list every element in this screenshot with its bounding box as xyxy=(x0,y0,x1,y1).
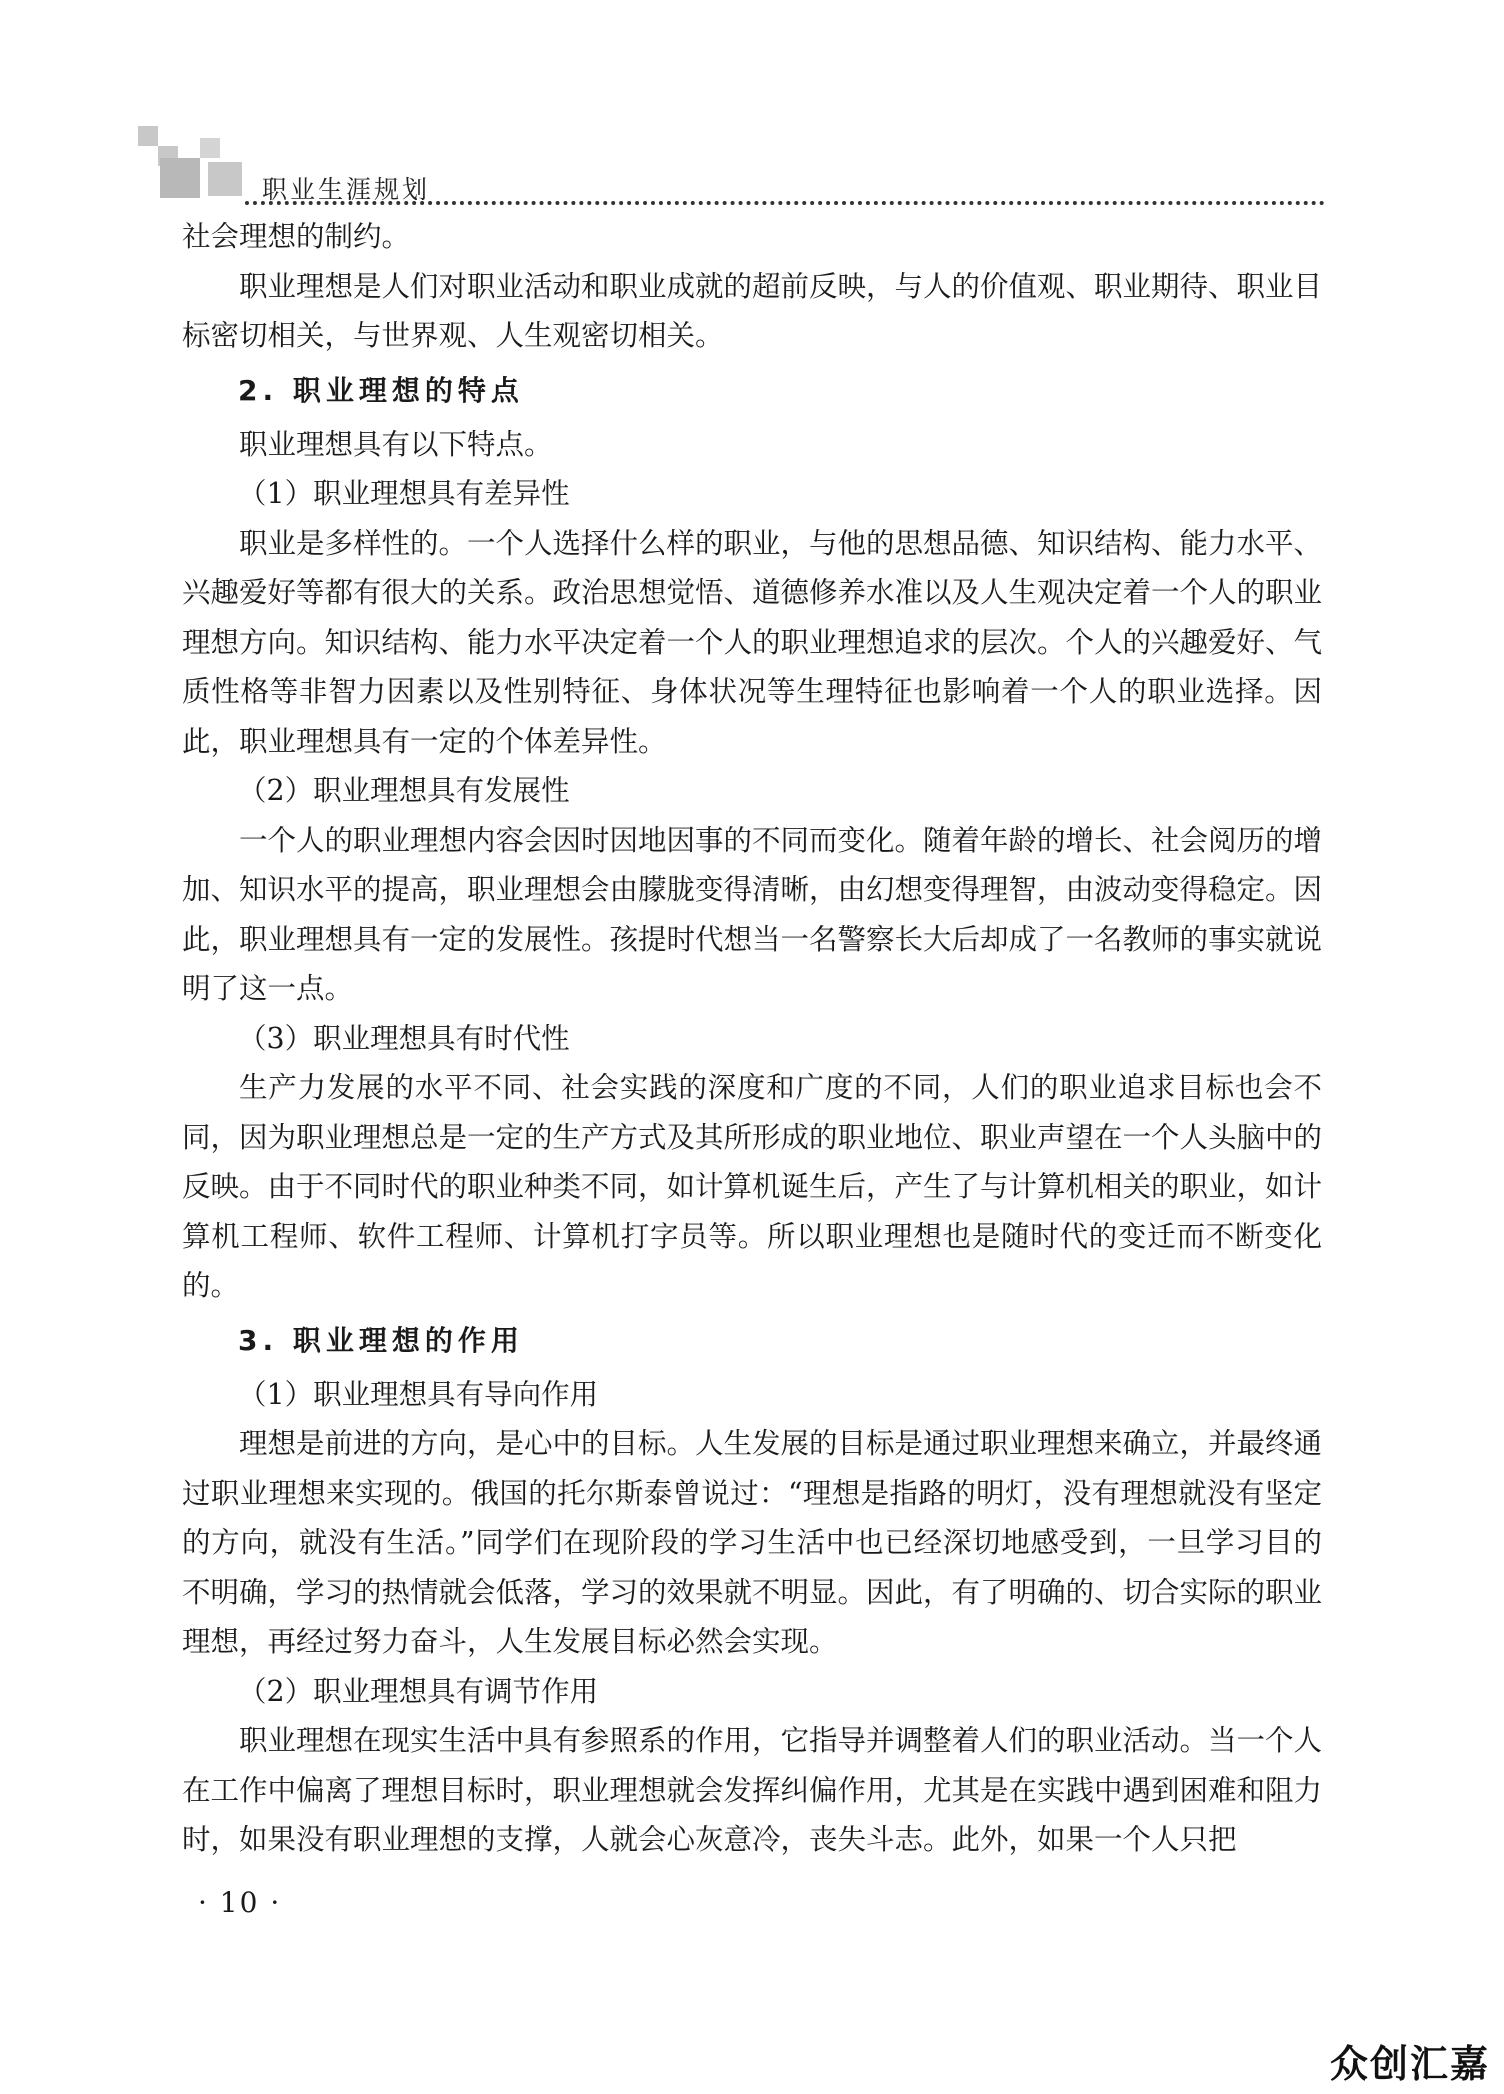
subsection-heading: （1）职业理想具有差异性 xyxy=(238,477,570,510)
watermark-logo: 众创汇嘉 xyxy=(1329,2042,1490,2086)
body-paragraph: 职业理想是人们对职业活动和职业成就的超前反映，与人的价值观、职业期待、职业目标密切相关，与世界观、人生观密切相关。 xyxy=(182,269,1323,352)
page-number: · 10 · xyxy=(198,1886,282,1919)
header-decoration xyxy=(138,126,248,196)
page-body xyxy=(182,212,1322,1865)
body-paragraph: 职业理想在现实生活中具有参照系的作用，它指导并调整着人们的职业活动。当一个人在工作中偏离了理想目标时，职业理想就会发挥纠偏作用，尤其是在实践中遇到困难和阻力时，如果没有职业理想的支撑，人就会心灰意冷，丧失斗志。此外，如果一个人只把 xyxy=(182,1724,1323,1856)
body-paragraph: 职业理想具有以下特点。 xyxy=(239,427,553,461)
subsection-heading: （1）职业理想具有导向作用 xyxy=(238,1377,599,1411)
header-dotted-rule xyxy=(245,201,1325,205)
body-paragraph: 一个人的职业理想内容会因时因地因事的不同而变化。随着年龄的增长、社会阅历的增加、知识水平的提高，职业理想会由朦胧变得清晰，由幻想变得理智，由波动变得稳定。因此，职业理想具有一定的发展性。孩提时代想当一名警察长大后却成了一名教师的事实就说明了这一点。 xyxy=(182,823,1323,1005)
subsection-heading: （3）职业理想具有时代性 xyxy=(238,1021,570,1055)
body-paragraph: 社会理想的制约。 xyxy=(182,220,411,253)
section-heading: 2. 职业理想的特点 xyxy=(238,373,524,407)
section-heading: 3. 职业理想的作用 xyxy=(238,1323,524,1357)
body-paragraph: 生产力发展的水平不同、社会实践的深度和广度的不同，人们的职业追求目标也会不同，因为职业理想总是一定的生产方式及其所形成的职业地位、职业声望在一个人头脑中的反映。由于不同时代的职业种类不同，如计算机诞生后，产生了与计算机相关的职业，如计算机工程师、软件工程师、计算机打字员等。所以职业理想也是随时代的变迁而不断变化的。 xyxy=(182,1071,1323,1302)
subsection-heading: （2）职业理想具有调节作用 xyxy=(238,1674,599,1708)
subsection-heading: （2）职业理想具有发展性 xyxy=(238,774,570,807)
body-paragraph: 职业是多样性的。一个人选择什么样的职业，与他的思想品德、知识结构、能力水平、兴趣爱好等都有很大的关系。政治思想觉悟、道德修养水准以及人生观决定着一个人的职业理想方向。知识结构、能力水平决定着一个人的职业理想追求的层次。个人的兴趣爱好、气质性格等非智力因素以及性别特征、身体状况等生理特征也影响着一个人的职业选择。因此，职业理想具有一定的个体差异性。 xyxy=(182,526,1323,758)
running-header-title: 职业生涯规划 xyxy=(262,175,431,204)
body-paragraph: 理想是前进的方向，是心中的目标。人生发展的目标是通过职业理想来确立，并最终通过职业理想来实现的。俄国的托尔斯泰曾说过：“理想是指路的明灯，没有理想就没有坚定的方向，就没有生活。”同学们在现阶段的学习生活中也已经深切地感受到，一旦学习目的不明确，学习的热情就会低落，学习的效果就不明显。因此，有了明确的、切合实际的职业理想，再经过努力奋斗，人生发展目标必然会实现。 xyxy=(182,1427,1323,1658)
